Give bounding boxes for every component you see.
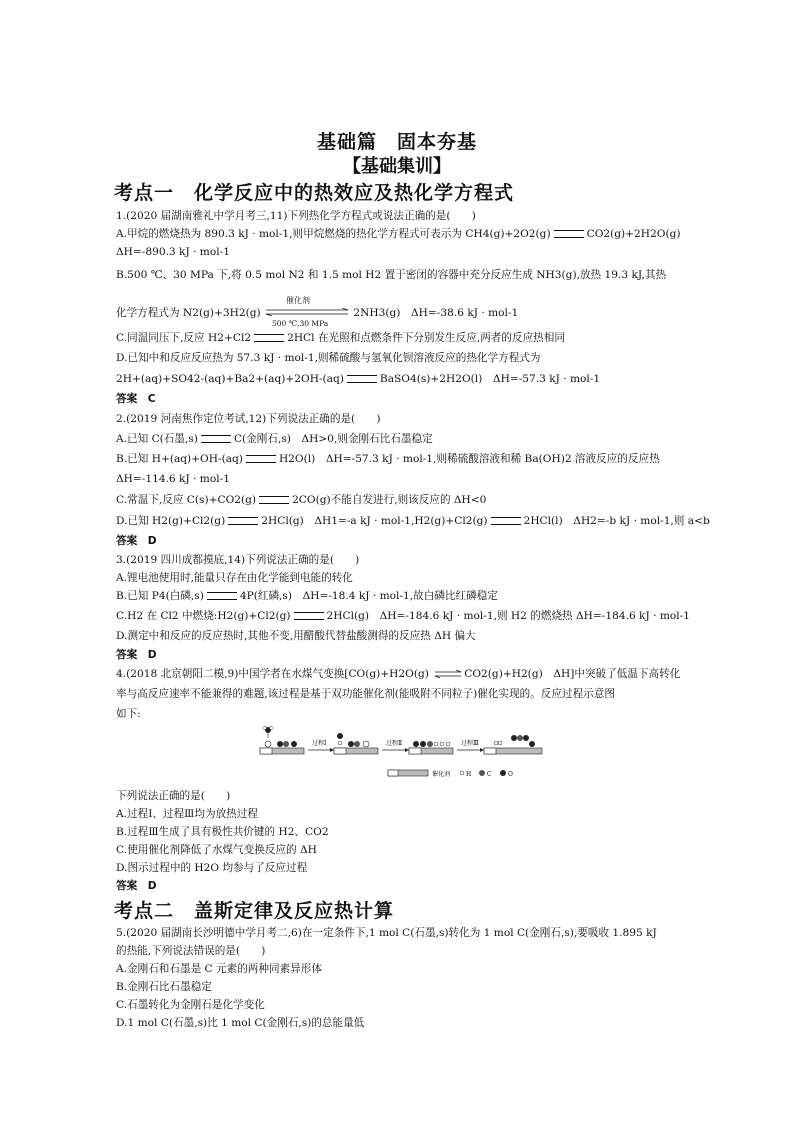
- q4-stem-line3: 如下:: [116, 708, 141, 720]
- legend-c: C: [487, 771, 492, 778]
- q2-b-right: H2O(l) ΔH=-57.3 kJ · mol-1,则稀硫酸溶液和稀 Ba(OH)2 溶液反应的反应热: [278, 453, 660, 465]
- q4-option-d: D.图示过程中的 H2O 均参与了反应过程: [116, 862, 308, 874]
- q1-option-b-line1: B.500 ℃、30 MPa 下,将 0.5 mol N2 和 1.5 mol H2 置于密闭的容器中充分反应生成 NH3(g),放热 19.3 kJ,其热: [116, 269, 667, 281]
- q1-option-d-line2: [116, 372, 600, 386]
- q4-stem-left: 4.(2018 北京朝阳二模,9)中国学者在水煤气变换[CO(g)+H2O(g): [116, 668, 429, 680]
- equals-arrow-icon: [228, 517, 258, 525]
- section-heading-1: 考点一 化学反应中的热效应及热化学方程式: [114, 182, 515, 204]
- equals-arrow-icon: [254, 334, 284, 342]
- reaction-process-diagram: [258, 726, 560, 784]
- page-title: 基础篇 固本夯基: [316, 131, 477, 153]
- q1-d-left: 2H+(aq)+SO42-(aq)+Ba2+(aq)+2OH-(aq): [116, 373, 344, 385]
- q1-stem: 1.(2020 届湖南雅礼中学月考三,11)下列热化学方程式或说法正确的是( ): [116, 210, 476, 222]
- equals-arrow-icon: [294, 612, 324, 620]
- q5-option-c: C.石墨转化为金刚石是化学变化: [116, 999, 265, 1011]
- condition-top: 催化剂: [286, 296, 311, 305]
- q2-option-d: [116, 514, 710, 528]
- page-subtitle: 【基础集训】: [343, 156, 451, 177]
- q2-c-left: C.常温下,反应 C(s)+CO2(g): [116, 494, 257, 506]
- q2-option-b-line1: [116, 452, 660, 466]
- reversible-arrow-icon: [264, 308, 350, 316]
- q3-c-right: 2HCl(g) ΔH=-184.6 kJ · mol-1,则 H2 的燃烧热 ΔH=-184.6 kJ · mol-1: [326, 610, 690, 622]
- reversible-arrow-icon: [434, 670, 462, 678]
- q2-d-left: D.已知 H2(g)+Cl2(g): [116, 515, 226, 527]
- q2-answer: 答案 D: [116, 535, 157, 547]
- q4-option-c: C.使用催化剂降低了水煤气变换反应的 ΔH: [116, 844, 317, 856]
- q2-d-mid: 2HCl(g) ΔH1=-a kJ · mol-1,H2(g)+Cl2(g): [261, 515, 488, 527]
- q4-ask: 下列说法正确的是( ): [116, 790, 231, 802]
- q2-option-c: [116, 493, 486, 507]
- step-label-2: 过程Ⅱ: [386, 740, 403, 747]
- q5-option-b: B.金刚石比石墨稳定: [116, 981, 212, 993]
- q4-option-b: B.过程Ⅲ生成了具有极性共价键的 H2、CO2: [116, 826, 329, 838]
- step-label-1: 过程Ⅰ: [312, 740, 327, 747]
- q3-b-right: 4P(红磷,s) ΔH=-18.4 kJ · mol-1,故白磷比红磷稳定: [239, 590, 498, 602]
- q1-c-left: C.同温同压下,反应 H2+Cl2: [116, 332, 252, 344]
- q1-a-left: A.甲烷的燃烧热为 890.3 kJ · mol-1,则甲烷燃烧的热化学方程式可表示为 CH4(g)+2O2(g): [116, 228, 551, 240]
- q4-stem-line1: [116, 667, 680, 681]
- step-label-3: 过程Ⅲ: [461, 740, 479, 747]
- q5-stem-line1: 5.(2020 届湖南长沙明德中学月考二,6)在一定条件下,1 mol C(石墨,s)转化为 1 mol C(金刚石,s),要吸收 1.895 kJ: [116, 927, 657, 939]
- q3-option-a: A.锂电池使用时,能量只存在由化学能到电能的转化: [116, 572, 353, 584]
- q3-option-d: D.测定中和反应的反应热时,其他不变,用醋酸代替盐酸测得的反应热 ΔH 偏大: [116, 630, 476, 642]
- q4-stem-right: CO2(g)+H2(g) ΔH]中突破了低温下高转化: [464, 668, 681, 680]
- q1-option-d-line1: D.已知中和反应反应热为 57.3 kJ · mol-1,则稀硫酸与氢氧化钡溶液反应的热化学方程式为: [116, 352, 541, 364]
- reaction-process-figure: [258, 726, 560, 784]
- q1-answer: 答案 C: [116, 393, 156, 405]
- q4-answer: 答案 D: [116, 880, 157, 892]
- q3-stem: 3.(2019 四川成都摸底,14)下列说法正确的是( ): [116, 554, 360, 566]
- q3-c-left: C.H2 在 Cl2 中燃烧:H2(g)+Cl2(g): [116, 610, 291, 622]
- q1-option-b-line2: [116, 296, 519, 328]
- q1-option-c: [116, 331, 565, 345]
- q2-option-a: [116, 432, 433, 446]
- q5-stem-line2: 的热能,下列说法错误的是( ): [116, 945, 266, 957]
- q3-b-left: B.已知 P4(白磷,s): [116, 590, 204, 602]
- q1-b-left: 化学方程式为 N2(g)+3H2(g): [116, 307, 261, 319]
- condition-bottom: 500 ℃,30 MPa: [272, 319, 329, 328]
- q1-option-a-line2: ΔH=-890.3 kJ · mol-1: [116, 246, 230, 258]
- q2-stem: 2.(2019 河南焦作定位考试,12)下列说法正确的是( ): [116, 413, 381, 425]
- equals-arrow-icon: [259, 496, 289, 504]
- equals-arrow-icon: [491, 517, 521, 525]
- q2-option-b-line2: ΔH=-114.6 kJ · mol-1: [116, 473, 230, 485]
- q4-option-a: A.过程Ⅰ、过程Ⅲ均为放热过程: [116, 808, 258, 820]
- q2-a-right: C(金刚石,s) ΔH>0,则金刚石比石墨稳定: [233, 433, 433, 445]
- q4-stem-line2: 率与高反应速率不能兼得的难题,该过程是基于双功能催化剂(能吸附不同粒子)催化实现的。反应过程示意图: [116, 688, 615, 700]
- equals-arrow-icon: [554, 230, 584, 238]
- q1-b-right: 2NH3(g) ΔH=-38.6 kJ · mol-1: [353, 307, 519, 319]
- q5-option-d: D.1 mol C(石墨,s)比 1 mol C(金刚石,s)的总能量低: [116, 1017, 365, 1029]
- legend-h: H: [466, 771, 472, 778]
- q3-option-b: [116, 589, 498, 603]
- q2-c-right: 2CO(g)不能自发进行,则该反应的 ΔH<0: [292, 494, 487, 506]
- legend-catalyst: 催化剂: [432, 771, 451, 778]
- equals-arrow-icon: [207, 592, 237, 600]
- q1-c-right: 2HCl 在光照和点燃条件下分别发生反应,两者的反应热相同: [287, 332, 565, 344]
- q3-answer: 答案 D: [116, 649, 157, 661]
- q5-option-a: A.金刚石和石墨是 C 元素的两种同素异形体: [116, 963, 322, 975]
- equals-arrow-icon: [246, 455, 276, 463]
- equals-arrow-icon: [347, 375, 377, 383]
- section-heading-2: 考点二 盖斯定律及反应热计算: [114, 900, 395, 922]
- legend-o: O: [508, 771, 513, 778]
- q1-d-right: BaSO4(s)+2H2O(l) ΔH=-57.3 kJ · mol-1: [379, 373, 601, 385]
- q2-d-right: 2HCl(l) ΔH2=-b kJ · mol-1,则 a<b: [523, 515, 710, 527]
- q3-option-c: [116, 609, 690, 623]
- equals-arrow-icon: [201, 435, 231, 443]
- q2-a-left: A.已知 C(石墨,s): [116, 433, 198, 445]
- q2-b-left: B.已知 H+(aq)+OH-(aq): [116, 453, 243, 465]
- q1-option-a-line1: [116, 227, 681, 241]
- q1-a-right: CO2(g)+2H2O(g): [586, 228, 681, 240]
- reversible-condition-arrow: [264, 296, 350, 328]
